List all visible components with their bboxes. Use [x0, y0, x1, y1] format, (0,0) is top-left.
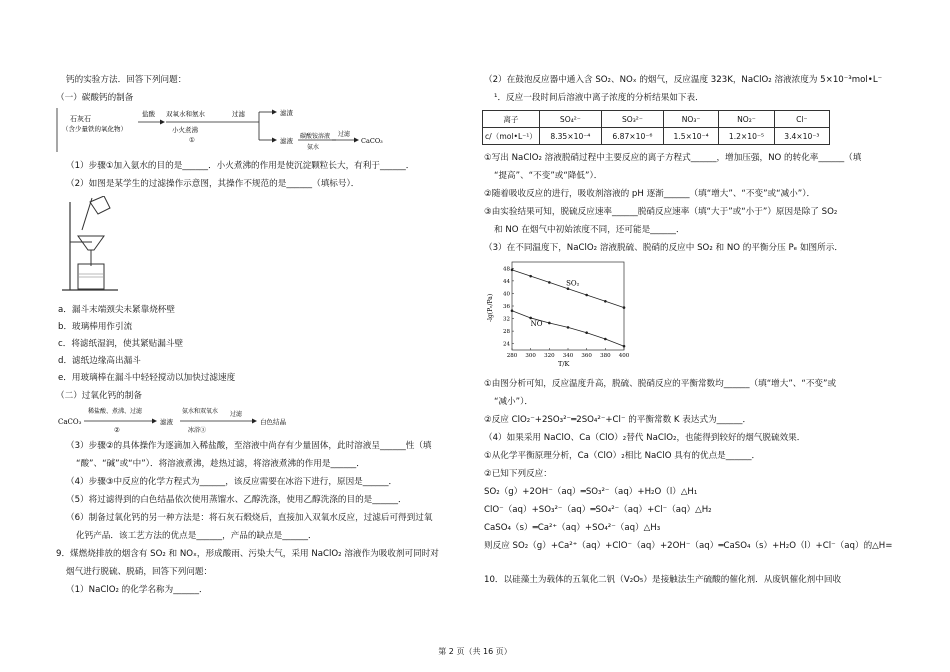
x-tick-label: 360	[581, 353, 592, 359]
data-point	[511, 269, 514, 272]
question-3-line1: （3）步骤②的具体操作为逐滴加入稀盐酸，至溶液中尚存有少量固体，此时溶液呈______性（填	[66, 441, 432, 451]
data-point	[604, 300, 607, 303]
data-point	[604, 338, 607, 341]
flow2-reagent2-top: 氨水和双氧水	[182, 408, 219, 415]
question-3-line2: “酸”、“碱”或“中”）．将溶液煮沸，趁热过滤，将溶液煮沸的作用是______．	[76, 459, 365, 469]
q9-3: （3）在不同温度下，NaClO₂ 溶液脱硫、脱硝的反应中 SO₂ 和 NO 的平衡分压 Pₑ 如图所示．	[484, 243, 843, 253]
question-9-line2: 烟气进行脱硫、脱硝，回答下列问题：	[66, 567, 213, 577]
equation-1: SO₂（g）+2OH⁻（aq）═SO₃²⁻（aq）+H₂O（l）△H₁	[484, 487, 698, 497]
sub-2: ②随着吸收反应的进行，吸收剂溶液的 pH 逐渐______（填“增大”、“不变”或“减小”）．	[484, 189, 816, 199]
table-row	[483, 128, 830, 145]
x-tick-label: 340	[562, 353, 574, 359]
flow-diagram-1	[56, 104, 356, 156]
x-tick-label: 380	[600, 353, 611, 359]
part1-title: （一）碳酸钙的制备	[56, 93, 134, 103]
table-header-cell: Cl⁻	[774, 111, 829, 128]
flow1-reagent1: 盐酸	[142, 110, 155, 118]
chart-q-2: ②反应 ClO₂⁻+2SO₃²⁻═2SO₄²⁻+Cl⁻ 的平衡常数 K 表达式为______．	[484, 415, 752, 425]
q9-4: （4）如果采用 NaClO、Ca（ClO）₂替代 NaClO₂，也能得到较好的烟气脱硫效果．	[484, 433, 806, 443]
series-label: NO	[530, 319, 543, 328]
x-tick-label: 320	[544, 353, 555, 359]
table-cell: 6.87×10⁻⁶	[601, 128, 663, 145]
flow2-step-num: ②	[114, 426, 120, 434]
question-6-line2: 化钙产品．该工艺方法的优点是______，产品的缺点是______．	[76, 531, 317, 541]
option-a: a．漏斗末端颈尖未紧靠烧杯壁	[58, 305, 175, 315]
equation-3: CaSO₄（s）═Ca²⁺（aq）+SO₄²⁻（aq）△H₃	[484, 523, 661, 533]
question-9-line1: 9．煤燃烧排放的烟含有 SO₂ 和 NOₓ，形成酸雨、污染大气，采用 NaClO₂ 溶液作为吸收剂可同时对	[56, 549, 439, 559]
question-6-line1: （6）制备过氧化钙的另一种方法是：将石灰石煅烧后，直接加入双氧水反应，过滤后可得到过氧	[66, 513, 433, 523]
data-point	[585, 294, 588, 297]
data-point	[567, 326, 570, 329]
table-cell: 3.4×10⁻³	[774, 128, 829, 145]
flow1-residue: 滤渣	[280, 109, 293, 117]
flow-diagram-2	[56, 402, 356, 436]
question-2: （2）如图是某学生的过滤操作示意图，其操作不规范的是______（填标号）．	[66, 179, 360, 189]
page-footer: 第 2 页（共 16 页）	[438, 647, 512, 656]
x-tick-label: 300	[525, 353, 536, 359]
flow2-product: 白色结晶	[260, 418, 286, 426]
y-tick-label: 24	[503, 341, 510, 348]
flow2-start: CaCO₃	[58, 418, 82, 426]
table-header-row	[483, 111, 830, 128]
data-point	[567, 287, 570, 290]
flow1-reagent2-bottom: 氨水	[307, 144, 320, 151]
y-tick-label: 36	[503, 304, 510, 310]
table-header-cell: SO₃²⁻	[601, 111, 663, 128]
partial-pressure-chart	[486, 258, 636, 374]
q9-2-line2: ¹．反应一段时间后溶液中离子浓度的分析结果如下表．	[494, 93, 704, 103]
table-header-cell: 离子	[483, 111, 540, 128]
q9-4-1: ①从化学平衡原理分析，Ca（ClO）₂相比 NaClO 具有的优点是______．	[484, 451, 761, 461]
q9-2-line1: （2）在鼓泡反应器中通入含 SO₂、NOₓ 的烟气，反应温度 323K，NaClO₂ 溶液浓度为 5×10⁻³mol•L⁻	[484, 75, 883, 85]
table-cell: 1.2×10⁻⁵	[719, 128, 774, 145]
table-cell: 1.5×10⁻⁴	[663, 128, 718, 145]
flow1-filtrate: 滤液	[280, 137, 293, 145]
flow1-step1-bottom: 小火煮沸	[172, 126, 198, 134]
flow1-reagent2-top: 碳酸铵溶液	[300, 133, 331, 140]
q9-4-2: ②已知下列反应：	[484, 469, 552, 479]
y-tick-label: 32	[503, 316, 510, 323]
equation-4: 则反应 SO₂（g）+Ca²⁺（aq）+ClO⁻（aq）+2OH⁻（aq）═CaSO₄（s）+H₂O（l）+Cl⁻（aq）的△H=	[484, 541, 893, 551]
data-point	[548, 322, 551, 325]
data-point	[548, 281, 551, 284]
series-label: SO₂	[566, 279, 580, 288]
table-header-cell: NO₂⁻	[719, 111, 774, 128]
question-9-1: （1）NaClO₂ 的化学名称为______．	[66, 585, 208, 595]
y-tick-label: 28	[503, 329, 510, 336]
table-header-cell: NO₃⁻	[663, 111, 718, 128]
flow2-filtrate: 滤液	[160, 418, 173, 426]
ion-concentration-table	[482, 110, 830, 145]
option-d: d．滤纸边缘高出漏斗	[58, 356, 141, 366]
table-cell: 8.35×10⁻⁴	[539, 128, 601, 145]
flow1-start-line2: （含少量铁的氧化物）	[62, 125, 127, 133]
flow1-step1-num: ①	[189, 136, 195, 144]
option-c: c．将滤纸湿润，使其紧贴漏斗壁	[58, 339, 184, 349]
data-point	[623, 345, 626, 348]
option-b: b．玻璃棒用作引流	[58, 322, 133, 332]
y-tick-label: 44	[503, 278, 510, 285]
flow1-tail	[332, 136, 392, 148]
question-10: 10．以硅藻土为载体的五氧化二钒（V₂O₅）是接触法生产硫酸的催化剂．从废钒催化剂中回收	[484, 575, 842, 585]
y-tick-label: 48	[503, 266, 510, 273]
x-tick-label: 280	[506, 353, 518, 359]
flow1-filter2: 过滤	[338, 131, 351, 138]
equation-2: ClO⁻（aq）+SO₃²⁻（aq）═SO₄²⁻（aq）+Cl⁻（aq）△H₂	[484, 505, 712, 515]
x-tick-label: 400	[618, 353, 630, 359]
question-4: （4）步骤③中反应的化学方程式为______，该反应需要在冰浴下进行，原因是______．	[66, 477, 398, 487]
x-axis-label: T/K	[558, 360, 570, 368]
flow1-start-line1: 石灰石	[70, 115, 91, 123]
part2-title: （二）过氧化钙的制备	[56, 391, 142, 401]
chart-q-1-line1: ①由图分析可知，反应温度升高，脱硫、脱硝反应的平衡常数均______（填“增大”、“不变”或	[484, 379, 837, 389]
data-point	[529, 275, 532, 278]
table-header-cell: SO₄²⁻	[539, 111, 601, 128]
data-point	[529, 317, 532, 320]
flow1-product: CaCO₃	[361, 137, 383, 145]
flow1-filter: 过滤	[232, 110, 245, 118]
flow2-reagent1: 稀盐酸、煮沸、过滤	[88, 408, 143, 415]
sub-1-line2: “提高”、“不变”或“降低”）．	[494, 171, 603, 181]
sub-3-line1: ③由实验结果可知，脱硫反应速率______脱硝反应速率（填“大于”或“小于”）原因是除了 SO₂	[484, 207, 838, 217]
flow1-step1-top: 双氧水和氨水	[166, 110, 205, 118]
intro-text: 钙的实验方法．回答下列问题：	[66, 75, 187, 85]
y-tick-label: 40	[503, 291, 510, 298]
y-axis-label: -lg(Pₑ/Pa)	[487, 293, 494, 322]
filtration-apparatus-figure	[58, 196, 128, 292]
sub-3-line2: 和 NO 在烟气中初始浓度不同，还可能是______．	[494, 225, 685, 235]
data-point	[623, 306, 626, 309]
sub-1-line1: ①写出 NaClO₂ 溶液脱硝过程中主要反应的离子方程式______，增加压强，NO 的转化率______（填	[484, 153, 862, 163]
table-row-label: c/（mol•L⁻¹）	[483, 128, 540, 145]
option-e: e．用玻璃棒在漏斗中轻轻搅动以加快过滤速度	[58, 373, 236, 383]
flow2-reagent2-bottom: 冰浴③	[188, 427, 207, 434]
data-point	[511, 309, 514, 312]
question-1: （1）步骤①加入氨水的目的是______．小火煮沸的作用是使沉淀颗粒长大，有利于______．	[66, 161, 415, 171]
data-point	[585, 331, 588, 334]
question-5: （5）将过滤得到的白色结晶依次使用蒸馏水、乙醇洗涤，使用乙醇洗涤的目的是______．	[66, 495, 407, 505]
flow2-filter: 过滤	[230, 411, 243, 418]
chart-q-1-line2: “减小”）．	[494, 397, 533, 407]
